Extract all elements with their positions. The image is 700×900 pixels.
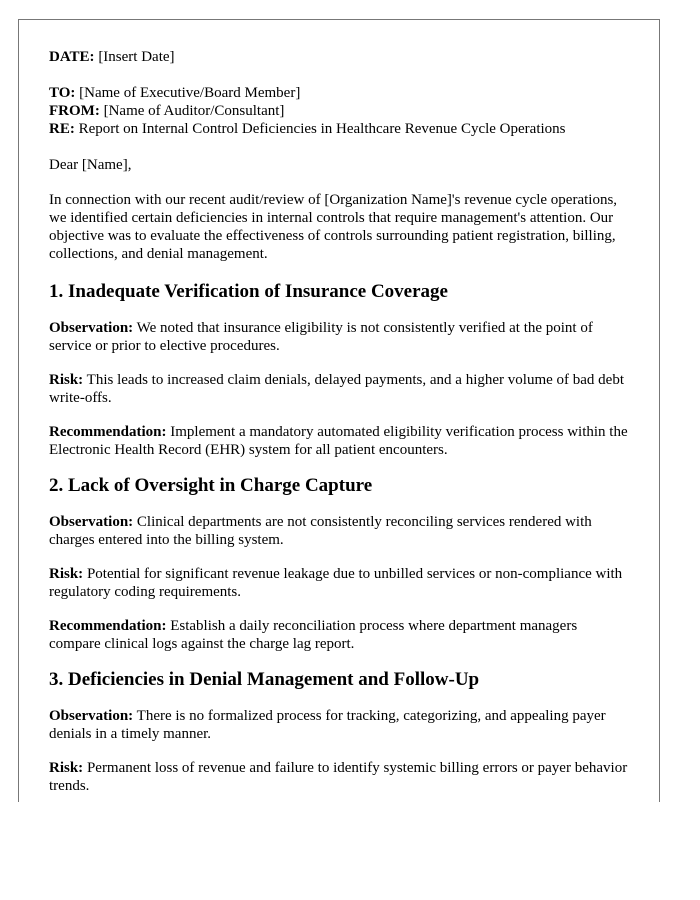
section-3	[49, 669, 631, 795]
section-1	[49, 281, 631, 459]
observation-paragraph	[49, 319, 631, 355]
observation-text: Clinical departments are not consistently reconciling services rendered with charges entered into the billing system.	[49, 514, 592, 548]
section-heading: 1. Inadequate Verification of Insurance Coverage	[49, 281, 448, 302]
risk-text: This leads to increased claim denials, delayed payments, and a higher volume of bad debt write-offs.	[49, 372, 624, 406]
date-line	[49, 48, 631, 66]
to-value: [Name of Executive/Board Member]	[79, 85, 301, 101]
recommendation-text: Establish a daily reconciliation process where department managers compare clinical logs against the charge lag report.	[49, 618, 578, 652]
risk-text: Permanent loss of revenue and failure to identify systemic billing errors or payer behavior trends.	[49, 760, 628, 794]
address-block	[49, 84, 631, 138]
from-value: [Name of Auditor/Consultant]	[103, 103, 285, 119]
observation-label: Observation:	[49, 320, 134, 336]
from-label: FROM:	[49, 103, 100, 119]
risk-label: Risk:	[49, 372, 84, 388]
from-line	[49, 102, 631, 120]
re-line	[49, 120, 631, 138]
document-page	[18, 19, 660, 802]
recommendation-paragraph	[49, 617, 631, 653]
recommendation-text: Implement a mandatory automated eligibility verification process within the Electronic Health Record (EHR) system for all patient encounters.	[49, 424, 628, 458]
risk-paragraph	[49, 371, 631, 407]
re-label: RE:	[49, 121, 75, 137]
section-heading: 3. Deficiencies in Denial Management and Follow-Up	[49, 669, 480, 690]
to-label: TO:	[49, 85, 76, 101]
section-heading: 2. Lack of Oversight in Charge Capture	[49, 475, 373, 496]
section-2	[49, 475, 631, 653]
observation-paragraph	[49, 707, 631, 743]
salutation: Dear [Name],	[49, 157, 132, 173]
recommendation-label: Recommendation:	[49, 618, 167, 634]
risk-paragraph	[49, 759, 631, 795]
risk-text: Potential for significant revenue leakage due to unbilled services or non-compliance with regulatory coding requirements.	[49, 566, 623, 600]
recommendation-label: Recommendation:	[49, 424, 167, 440]
date-label: DATE:	[49, 49, 95, 65]
to-line	[49, 84, 631, 102]
risk-label: Risk:	[49, 760, 84, 776]
risk-paragraph	[49, 565, 631, 601]
recommendation-paragraph	[49, 423, 631, 459]
date-block	[49, 48, 631, 66]
observation-label: Observation:	[49, 514, 134, 530]
risk-label: Risk:	[49, 566, 84, 582]
re-value: Report on Internal Control Deficiencies in Healthcare Revenue Cycle Operations	[78, 121, 566, 137]
intro-paragraph: In connection with our recent audit/review of [Organization Name]'s revenue cycle operations, we identified certain deficiencies in internal controls that require management's attention. Our objective was to evaluate the effectiveness of controls surrounding patient registration, billing, collections, and denial management.	[49, 192, 618, 262]
document-content	[19, 20, 659, 795]
observation-paragraph	[49, 513, 631, 549]
date-value: [Insert Date]	[98, 49, 175, 65]
observation-label: Observation:	[49, 708, 134, 724]
observation-text: There is no formalized process for tracking, categorizing, and appealing payer denials in a timely manner.	[49, 708, 606, 742]
observation-text: We noted that insurance eligibility is not consistently verified at the point of service or prior to elective procedures.	[49, 320, 593, 354]
